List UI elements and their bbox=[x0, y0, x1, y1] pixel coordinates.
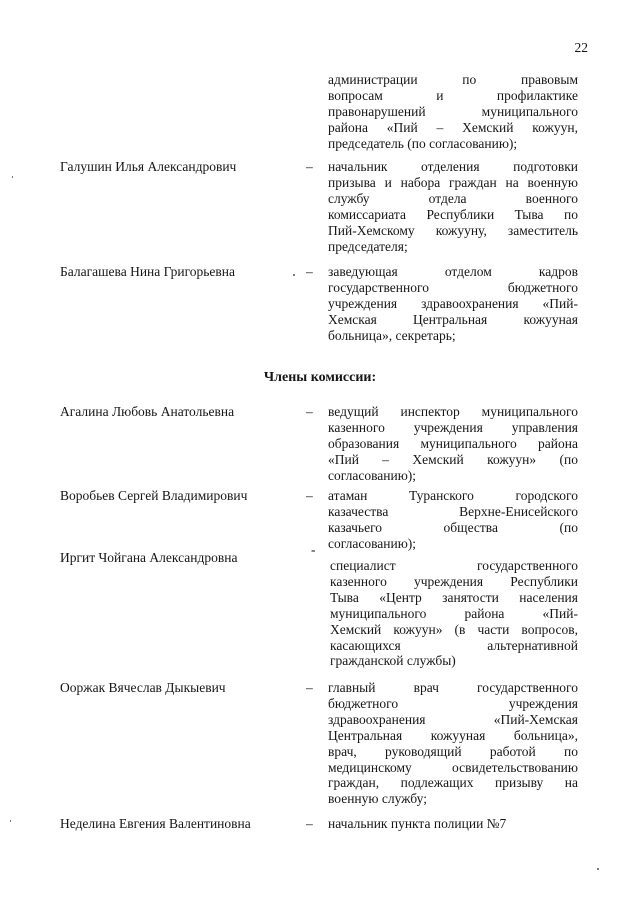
desc-line: больница», секретарь; bbox=[328, 327, 456, 343]
scan-speck bbox=[597, 868, 599, 870]
member-entry bbox=[0, 814, 640, 838]
desc-line: согласованию); bbox=[328, 467, 417, 483]
desc-line: военную службу; bbox=[328, 791, 427, 807]
desc-line: медицинскому освидетельствованию bbox=[328, 759, 578, 775]
desc-line: касающихся альтернативной bbox=[330, 637, 578, 653]
person-name: Неделина Евгения Валентиновна bbox=[60, 816, 251, 831]
desc-line: атаман Туранского городского bbox=[328, 488, 578, 503]
page-number: 22 bbox=[574, 40, 588, 55]
dash-separator: – bbox=[306, 816, 313, 831]
entry-description bbox=[328, 488, 578, 552]
desc-line: гражданской службы) bbox=[330, 653, 456, 669]
person-name: Воробьев Сергей Владимирович bbox=[60, 488, 248, 503]
desc-line: врач, руководящий работой по bbox=[328, 743, 578, 759]
entry-description bbox=[328, 159, 578, 254]
entry-description bbox=[328, 404, 578, 484]
dash-separator: – bbox=[306, 159, 313, 174]
desc-line: вопросам и профилактике bbox=[328, 87, 578, 103]
scan-speck bbox=[12, 176, 13, 178]
desc-line: начальник пункта полиции №7 bbox=[328, 816, 507, 831]
person-name: Галушин Илья Александрович bbox=[60, 159, 237, 174]
desc-line: согласованию); bbox=[328, 535, 417, 551]
member-entry bbox=[0, 678, 640, 808]
desc-line: здравоохранения «Пий-Хемская bbox=[328, 711, 578, 727]
desc-line: ведущий инспектор муниципального bbox=[328, 404, 578, 419]
desc-line: образования муниципального района bbox=[328, 435, 578, 451]
person-name: Иргит Чойгана Александровна bbox=[60, 550, 238, 565]
desc-line: председатель (по согласованию); bbox=[328, 135, 518, 151]
desc-line: главный врач государственного bbox=[328, 680, 578, 695]
dash-separator: – bbox=[306, 404, 313, 419]
desc-line: администрации по правовым bbox=[328, 72, 578, 87]
members-heading: Члены комиссии: bbox=[263, 370, 377, 385]
desc-line: бюджетного учреждения bbox=[328, 695, 578, 711]
desc-line: граждан, подлежащих призыву на bbox=[328, 775, 578, 791]
scan-speck bbox=[10, 820, 11, 822]
desc-line: службу отдела военного bbox=[328, 190, 578, 206]
dash-separator: – bbox=[306, 680, 313, 695]
member-entry bbox=[0, 402, 640, 486]
dash-separator: – bbox=[306, 264, 313, 279]
desc-line: председателя; bbox=[328, 238, 408, 254]
person-name: Ооржак Вячеслав Дыкыевич bbox=[60, 680, 226, 695]
desc-line: муниципального района «Пий- bbox=[330, 605, 578, 621]
leadership-entry bbox=[0, 260, 640, 350]
desc-line: начальник отделения подготовки bbox=[328, 159, 578, 174]
dash-separator: – bbox=[306, 488, 313, 503]
entry-description bbox=[328, 816, 578, 832]
desc-line: комиссариата Республики Тыва по bbox=[328, 206, 578, 222]
person-name: Балагашева Нина Григорьевна bbox=[60, 264, 236, 279]
member-entry bbox=[0, 486, 640, 552]
desc-line: Хемский кожуун» (в части вопросов, bbox=[330, 621, 578, 637]
desc-line: Тыва «Центр занятости населения bbox=[330, 589, 578, 605]
desc-line: призыва и набора граждан на военную bbox=[328, 174, 578, 190]
desc-line: правонарушений муниципального bbox=[328, 103, 578, 119]
person-name: Агалина Любовь Анатольевна bbox=[60, 404, 235, 419]
desc-line: Центральная кожууная больница», bbox=[328, 727, 578, 743]
entry-description bbox=[328, 264, 578, 344]
desc-line: района «Пий – Хемский кожуун, bbox=[328, 119, 578, 135]
entry-description bbox=[328, 680, 578, 807]
desc-line: казенного учреждения Республики bbox=[330, 573, 578, 589]
entry-description bbox=[330, 558, 578, 669]
desc-line: казачества Верхне-Енисейского bbox=[328, 503, 578, 519]
leadership-entry bbox=[0, 155, 640, 265]
dash-separator: - bbox=[311, 542, 316, 557]
desc-line: учреждения здравоохранения «Пий- bbox=[328, 295, 578, 311]
desc-line: казенного учреждения управления bbox=[328, 419, 578, 435]
desc-line: Хемская Центральная кожууная bbox=[328, 311, 578, 327]
desc-line: «Пий – Хемский кожуун» (по bbox=[328, 451, 578, 467]
desc-line: заведующая отделом кадров bbox=[328, 264, 578, 279]
desc-line: казачьего общества (по bbox=[328, 519, 578, 535]
desc-line: Пий-Хемскому кожууну, заместитель bbox=[328, 222, 578, 238]
entry-description bbox=[328, 72, 578, 152]
desc-line: специалист государственного bbox=[330, 558, 578, 573]
desc-line: государственного бюджетного bbox=[328, 279, 578, 295]
scan-speck bbox=[293, 274, 295, 276]
